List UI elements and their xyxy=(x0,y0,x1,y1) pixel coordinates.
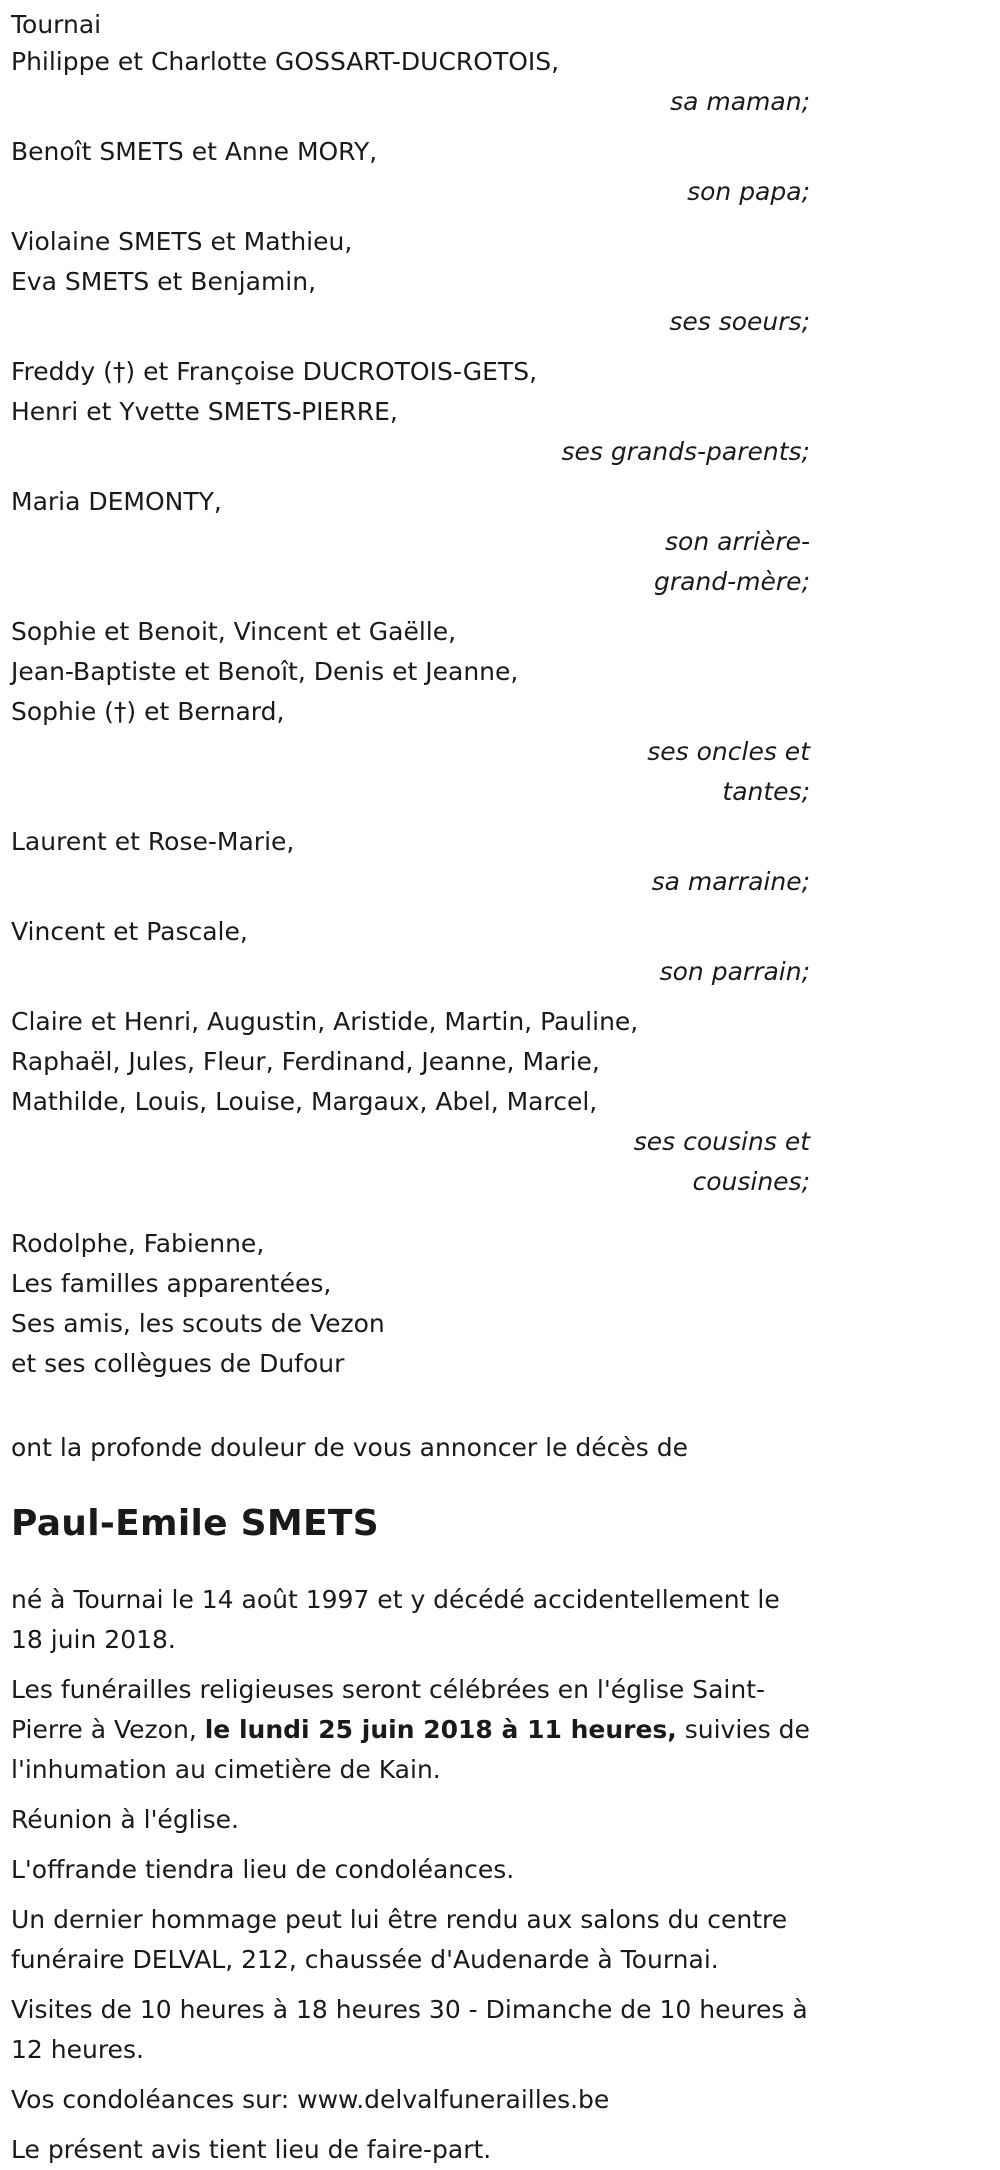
closing-line: Les familles apparentées, xyxy=(11,1269,332,1298)
funeral-text-after: suivies de l'inhumation au cimetière de Kain. xyxy=(11,1715,810,1784)
birth-death-text: né à Tournai le 14 août 1997 et y décédé accidentellement le 18 juin 2018. xyxy=(11,1585,780,1654)
family-names-line: Laurent et Rose-Marie, xyxy=(11,827,295,856)
family-group xyxy=(11,222,810,342)
announcement-text: ont la profonde douleur de vous annoncer le décès de xyxy=(11,1433,689,1462)
family-names-line: Raphaël, Jules, Fleur, Ferdinand, Jeanne, Marie, xyxy=(11,1047,600,1076)
relationship-label: son arrière- xyxy=(665,527,810,556)
relationship-label: sa marraine; xyxy=(651,867,810,896)
deceased-name: Paul-Emile SMETS xyxy=(11,1503,379,1544)
family-names-line: Claire et Henri, Augustin, Aristide, Martin, Pauline, xyxy=(11,1007,639,1036)
family-group xyxy=(11,352,810,472)
family-names-line: Maria DEMONTY, xyxy=(11,487,222,516)
notice-text: Le présent avis tient lieu de faire-part. xyxy=(11,2135,492,2164)
family-group xyxy=(11,1002,810,1202)
closing-line: Ses amis, les scouts de Vezon xyxy=(11,1309,385,1338)
family-names-line: Jean-Baptiste et Benoît, Denis et Jeanne, xyxy=(11,657,519,686)
relationship-label: ses cousins et xyxy=(633,1127,810,1156)
offering-text: L'offrande tiendra lieu de condoléances. xyxy=(11,1855,515,1884)
family-group xyxy=(11,612,810,812)
place-name: Tournai xyxy=(11,10,102,39)
family-names-line: Eva SMETS et Benjamin, xyxy=(11,267,317,296)
family-group xyxy=(11,482,810,602)
meeting-text: Réunion à l'église. xyxy=(11,1805,239,1834)
family-names-line: Freddy (†) et Françoise DUCROTOIS-GETS, xyxy=(11,357,538,386)
relationship-label: son parrain; xyxy=(659,957,810,986)
funeral-info xyxy=(11,1580,810,2170)
relationship-label: ses soeurs; xyxy=(669,307,810,336)
family-group xyxy=(11,132,810,212)
relationship-label: grand-mère; xyxy=(653,567,810,596)
family-group xyxy=(11,822,810,902)
family-names-line: Benoît SMETS et Anne MORY, xyxy=(11,137,378,166)
closing-list xyxy=(11,1224,810,1384)
relationship-label: tantes; xyxy=(722,777,810,806)
family-names-line: Vincent et Pascale, xyxy=(11,917,248,946)
family-names-line: Henri et Yvette SMETS-PIERRE, xyxy=(11,397,398,426)
family-group xyxy=(11,42,810,122)
family-group xyxy=(11,912,810,992)
visits-text: Visites de 10 heures à 18 heures 30 - Dimanche de 10 heures à 12 heures. xyxy=(11,1995,808,2064)
family-list xyxy=(11,42,810,1202)
relationship-label: cousines; xyxy=(692,1167,810,1196)
family-names-line: Sophie et Benoit, Vincent et Gaëlle, xyxy=(11,617,457,646)
funeral-text xyxy=(11,1670,810,1790)
tribute-text: Un dernier hommage peut lui être rendu aux salons du centre funéraire DELVAL, 212, chaussée d'Audenarde à Tournai. xyxy=(11,1905,788,1974)
family-names-line: Sophie (†) et Bernard, xyxy=(11,697,285,726)
family-names-line: Violaine SMETS et Mathieu, xyxy=(11,227,353,256)
closing-line: et ses collègues de Dufour xyxy=(11,1349,345,1378)
relationship-label: ses grands-parents; xyxy=(561,437,810,466)
closing-line: Rodolphe, Fabienne, xyxy=(11,1229,265,1258)
relationship-label: sa maman; xyxy=(670,87,810,116)
condolences-text: Vos condoléances sur: www.delvalfunerailles.be xyxy=(11,2085,610,2114)
family-names-line: Mathilde, Louis, Louise, Margaux, Abel, Marcel, xyxy=(11,1087,598,1116)
funeral-date: le lundi 25 juin 2018 à 11 heures, xyxy=(204,1715,677,1744)
relationship-label: son papa; xyxy=(687,177,810,206)
relationship-label: ses oncles et xyxy=(647,737,810,766)
funeral-text-before: Les funérailles religieuses seront célébrées en l'église Saint-Pierre à Vezon, xyxy=(11,1675,766,1744)
family-names-line: Philippe et Charlotte GOSSART-DUCROTOIS, xyxy=(11,47,560,76)
